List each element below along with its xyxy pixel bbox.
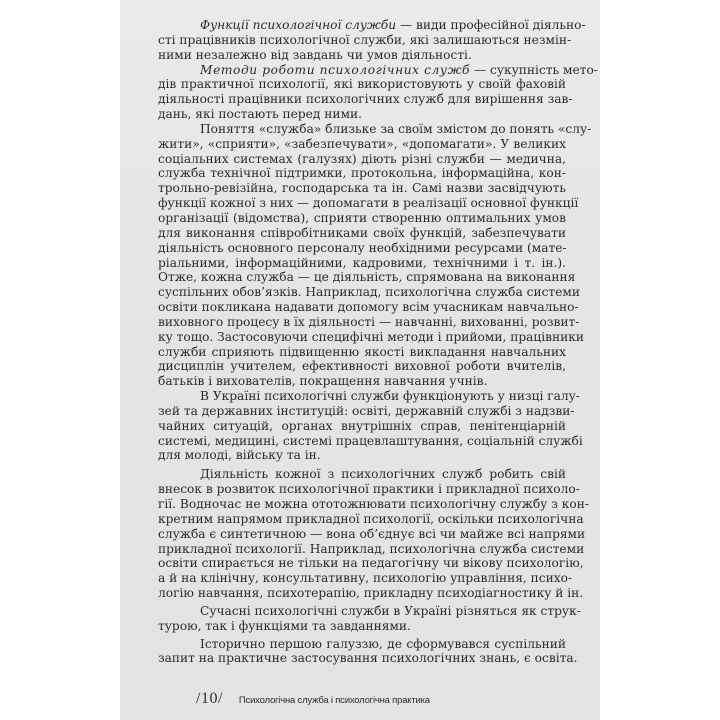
- text-line: дисциплін учителем, ефективності виховної роботи вчителів,: [158, 359, 566, 374]
- text-line: соціальних системах (галузях) діють різні служби — медична,: [158, 151, 566, 166]
- text-line: суспільних обов’язків. Наприклад, психологічна служба системи: [158, 285, 580, 300]
- text-line: [158, 18, 586, 33]
- text-line: дів практичної психології, які використовують у своїй фаховій: [158, 77, 566, 92]
- text-line: кретним напрямом прикладної психології, оскільки психологічна: [158, 511, 584, 526]
- text-line: служби сприяють підвищенню якості викладання навчальних: [158, 344, 566, 359]
- text-line: трольно-ревізійна, господарська та ін. Самі назви засвідчують: [158, 181, 566, 196]
- text-line: Діяльність кожної з психологічних служб робить свій: [200, 467, 566, 482]
- text-line: служба технічної підтримки, протокольна, інформаційна, кон-: [158, 166, 566, 181]
- paragraph-service-concept: [158, 121, 592, 389]
- defined-term: Методи роботи психологічних служб: [200, 62, 471, 77]
- text-line: логію навчання, психотерапію, прикладну психодіагностику й ін.: [158, 586, 584, 601]
- text-line: гії. Водночас не можна ототожнювати психологічну службу з кон-: [158, 497, 589, 511]
- text-line: В Україні психологічні служби функціонують у низці галу-: [200, 389, 580, 404]
- text-line: для виконання співробітниками своїх функцій, забезпечувати: [158, 225, 566, 240]
- page-number: /10/: [196, 690, 223, 707]
- text-line: прикладної психології. Наприклад, психологічна служба системи: [158, 541, 585, 556]
- text-line: ними незалежно від завдань чи умов діяльності.: [158, 47, 472, 62]
- text-line: сті працівників психологічної служби, які залишаються незмін-: [158, 32, 572, 47]
- text-line: служба є синтетичною — вона об’єднує всі чи майже всі напрями: [158, 526, 586, 541]
- text-line: освіти покликана надавати допомогу всім учасникам навчально-: [158, 300, 579, 315]
- book-page: [120, 0, 600, 720]
- text-line: діяльності працівники психологічних служб для вирішення зав-: [158, 92, 573, 107]
- text-line: освіти спирається не тільки на педагогічну чи вікову психологію,: [158, 556, 584, 571]
- text-line: ріальними, інформаційними, кадровими, технічними і т. ін.).: [158, 255, 566, 270]
- paragraph-definition-methods: [158, 62, 598, 122]
- text-line: діяльність основного персоналу необхідними ресурсами (мате-: [158, 240, 567, 255]
- text-line: для молоді, війську та ін.: [158, 448, 321, 463]
- paragraph-definition-functions: [158, 18, 586, 63]
- text-line: дань, які постають перед ними.: [158, 107, 362, 122]
- text-line: запит на практичне застосування психологічних знань, є освіта.: [158, 651, 578, 666]
- text-line: чайних ситуацій, органах внутрішніх справ, пенітенціарній: [158, 418, 566, 433]
- paragraph-ukraine-services: [158, 389, 583, 463]
- text-line: Сучасні психологічні служби в Україні різняться як струк-: [200, 603, 581, 618]
- text-line: Отже, кожна служба — це діяльність, спрямована на виконання: [158, 270, 576, 285]
- text-line: внесок в розвиток психологічної практики і прикладної психоло-: [158, 482, 580, 497]
- text-line: батьків і вихователів, покращення навчання учнів.: [158, 374, 488, 389]
- page-footer: [196, 690, 430, 708]
- text-line: жити», «сприяти», «забезпечувати», «допомагати». У великих: [158, 136, 566, 151]
- defined-term: Функції психологічної служби: [200, 18, 397, 32]
- text-line: організації (відомства), сприяти створенню оптимальних умов: [158, 210, 566, 225]
- text-line: ку тощо. Застосовуючи специфічні методи і прийоми, працівники: [158, 329, 584, 344]
- text-line: Історично першою галуззю, де сформувався суспільний: [200, 636, 566, 651]
- text-line: системі, медицині, системі працевлаштування, соціальній службі: [158, 433, 583, 448]
- text-line: турою, так і функціями та завданнями.: [158, 618, 411, 633]
- text-line: виховного процесу в їх діяльності — навчанні, вихованні, розвит-: [158, 314, 580, 329]
- body-text: [158, 18, 598, 666]
- running-title: Психологічна служба і психологічна практика: [238, 695, 430, 706]
- paragraph-activity-contribution: [158, 467, 589, 601]
- text-line: [158, 62, 598, 78]
- text-fragment: — сукупність мето-: [470, 62, 598, 77]
- text-fragment: — види професійної діяльно-: [396, 18, 586, 32]
- paragraph-modern-services: [158, 603, 581, 634]
- text-line: функції кожної з них — допомагати в реалізації основної функції: [158, 196, 579, 211]
- paragraph-historical-education: [158, 636, 578, 667]
- text-line: Поняття «служба» близьке за своїм змістом до понять «слу-: [200, 121, 592, 136]
- text-line: а й на клінічну, консультативну, психологію управління, психо-: [158, 571, 573, 586]
- text-line: зей та державних інституцій: освіті, державній службі з надзви-: [158, 403, 575, 418]
